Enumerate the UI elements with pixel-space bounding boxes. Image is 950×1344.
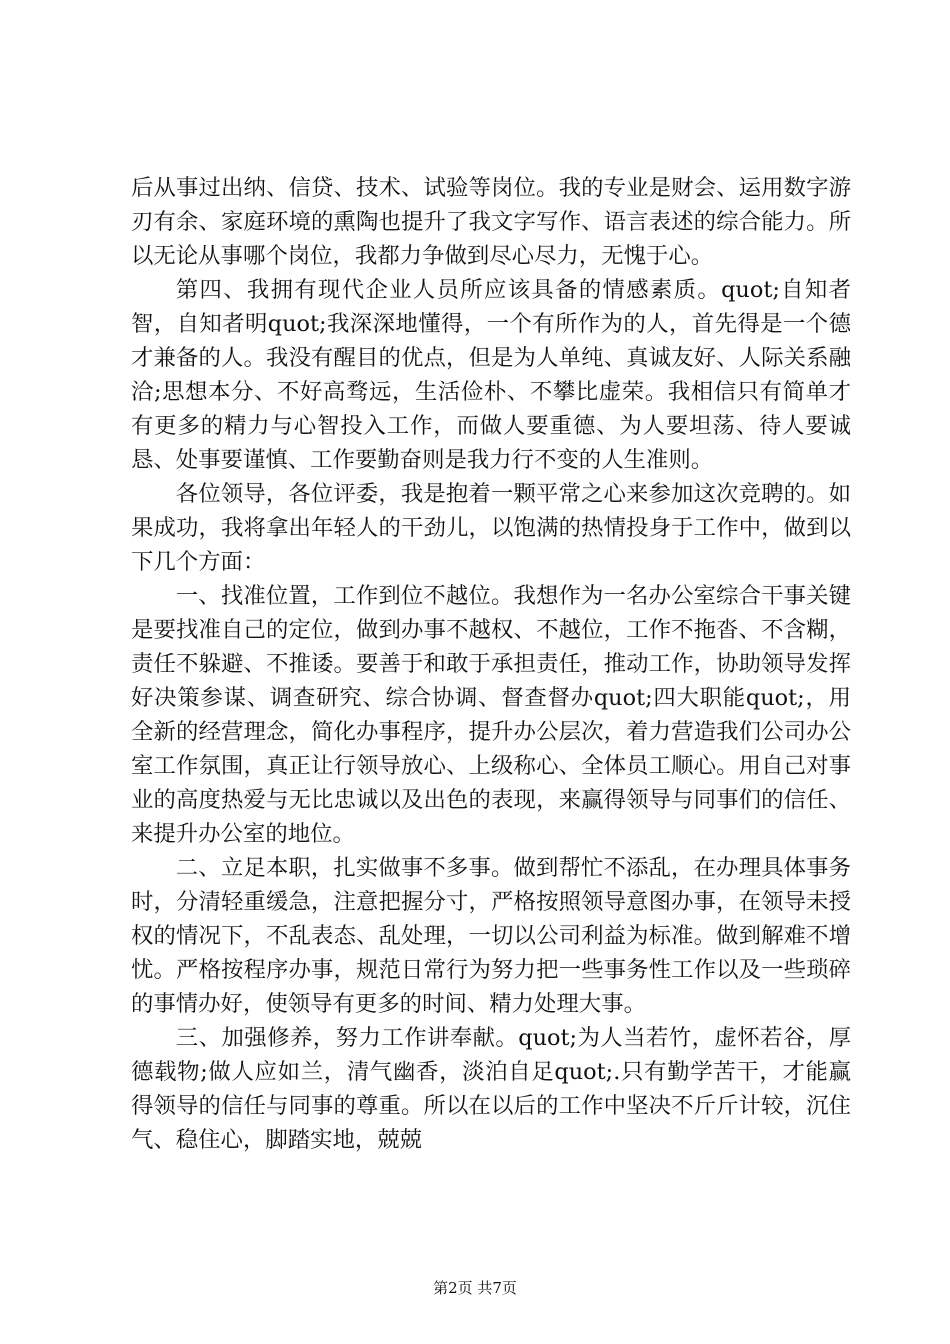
- paragraph-5: 二、立足本职，扎实做事不多事。做到帮忙不添乱，在办理具体事务时，分清轻重缓急，注意把握分寸，严格按照领导意图办事，在领导未授权的情况下，不乱表态、乱处理，一切以公司利益为标准。做到解难不增忧。严格按程序办事，规范日常行为努力把一些事务性工作以及一些琐碎的事情办好，使领导有更多的时间、精力处理大事。: [131, 855, 851, 1017]
- paragraph-6: 三、加强修养，努力工作讲奉献。quot;为人当若竹，虚怀若谷，厚德载物;做人应如兰，清气幽香，淡泊自足quot;.只有勤学苦干，才能赢得领导的信任与同事的尊重。所以在以后的工作中坚决不斤斤计较，沉住气、稳住心，脚踏实地，兢兢: [131, 1025, 851, 1153]
- paragraph-4: 一、找准位置，工作到位不越位。我想作为一名办公室综合干事关键是要找准自己的定位，做到办事不越权、不越位，工作不拖沓、不含糊，责任不躲避、不推诿。要善于和敢于承担责任，推动工作，协助领导发挥好决策参谋、调查研究、综合协调、督查督办quot;四大职能quot;，用全新的经营理念，简化办事程序，提升办公层次，着力营造我们公司办公室工作氛围，真正让行领导放心、上级称心、全体员工顺心。用自己对事业的高度热爱与无比忠诚以及出色的表现，来赢得领导与同事们的信任、来提升办公室的地位。: [131, 583, 851, 847]
- page-footer: 第2页 共7页: [433, 1279, 517, 1297]
- paragraph-3: 各位领导，各位评委，我是抱着一颗平常之心来参加这次竞聘的。如果成功，我将拿出年轻人的干劲儿，以饱满的热情投身于工作中，做到以下几个方面：: [131, 481, 851, 575]
- document-body: [131, 171, 851, 1157]
- paragraph-1: 后从事过出纳、信贷、技术、试验等岗位。我的专业是财会、运用数字游刃有余、家庭环境的熏陶也提升了我文字写作、语言表述的综合能力。所以无论从事哪个岗位，我都力争做到尽心尽力，无愧于心。: [131, 175, 851, 269]
- paragraph-2: 第四、我拥有现代企业人员所应该具备的情感素质。quot;自知者智，自知者明quot;我深深地懂得，一个有所作为的人，首先得是一个德才兼备的人。我没有醒目的优点，但是为人单纯、真诚友好、人际关系融洽;思想本分、不好高骛远，生活俭朴、不攀比虚荣。我相信只有简单才有更多的精力与心智投入工作，而做人要重德、为人要坦荡、待人要诚恳、处事要谨慎、工作要勤奋则是我力行不变的人生准则。: [131, 277, 851, 473]
